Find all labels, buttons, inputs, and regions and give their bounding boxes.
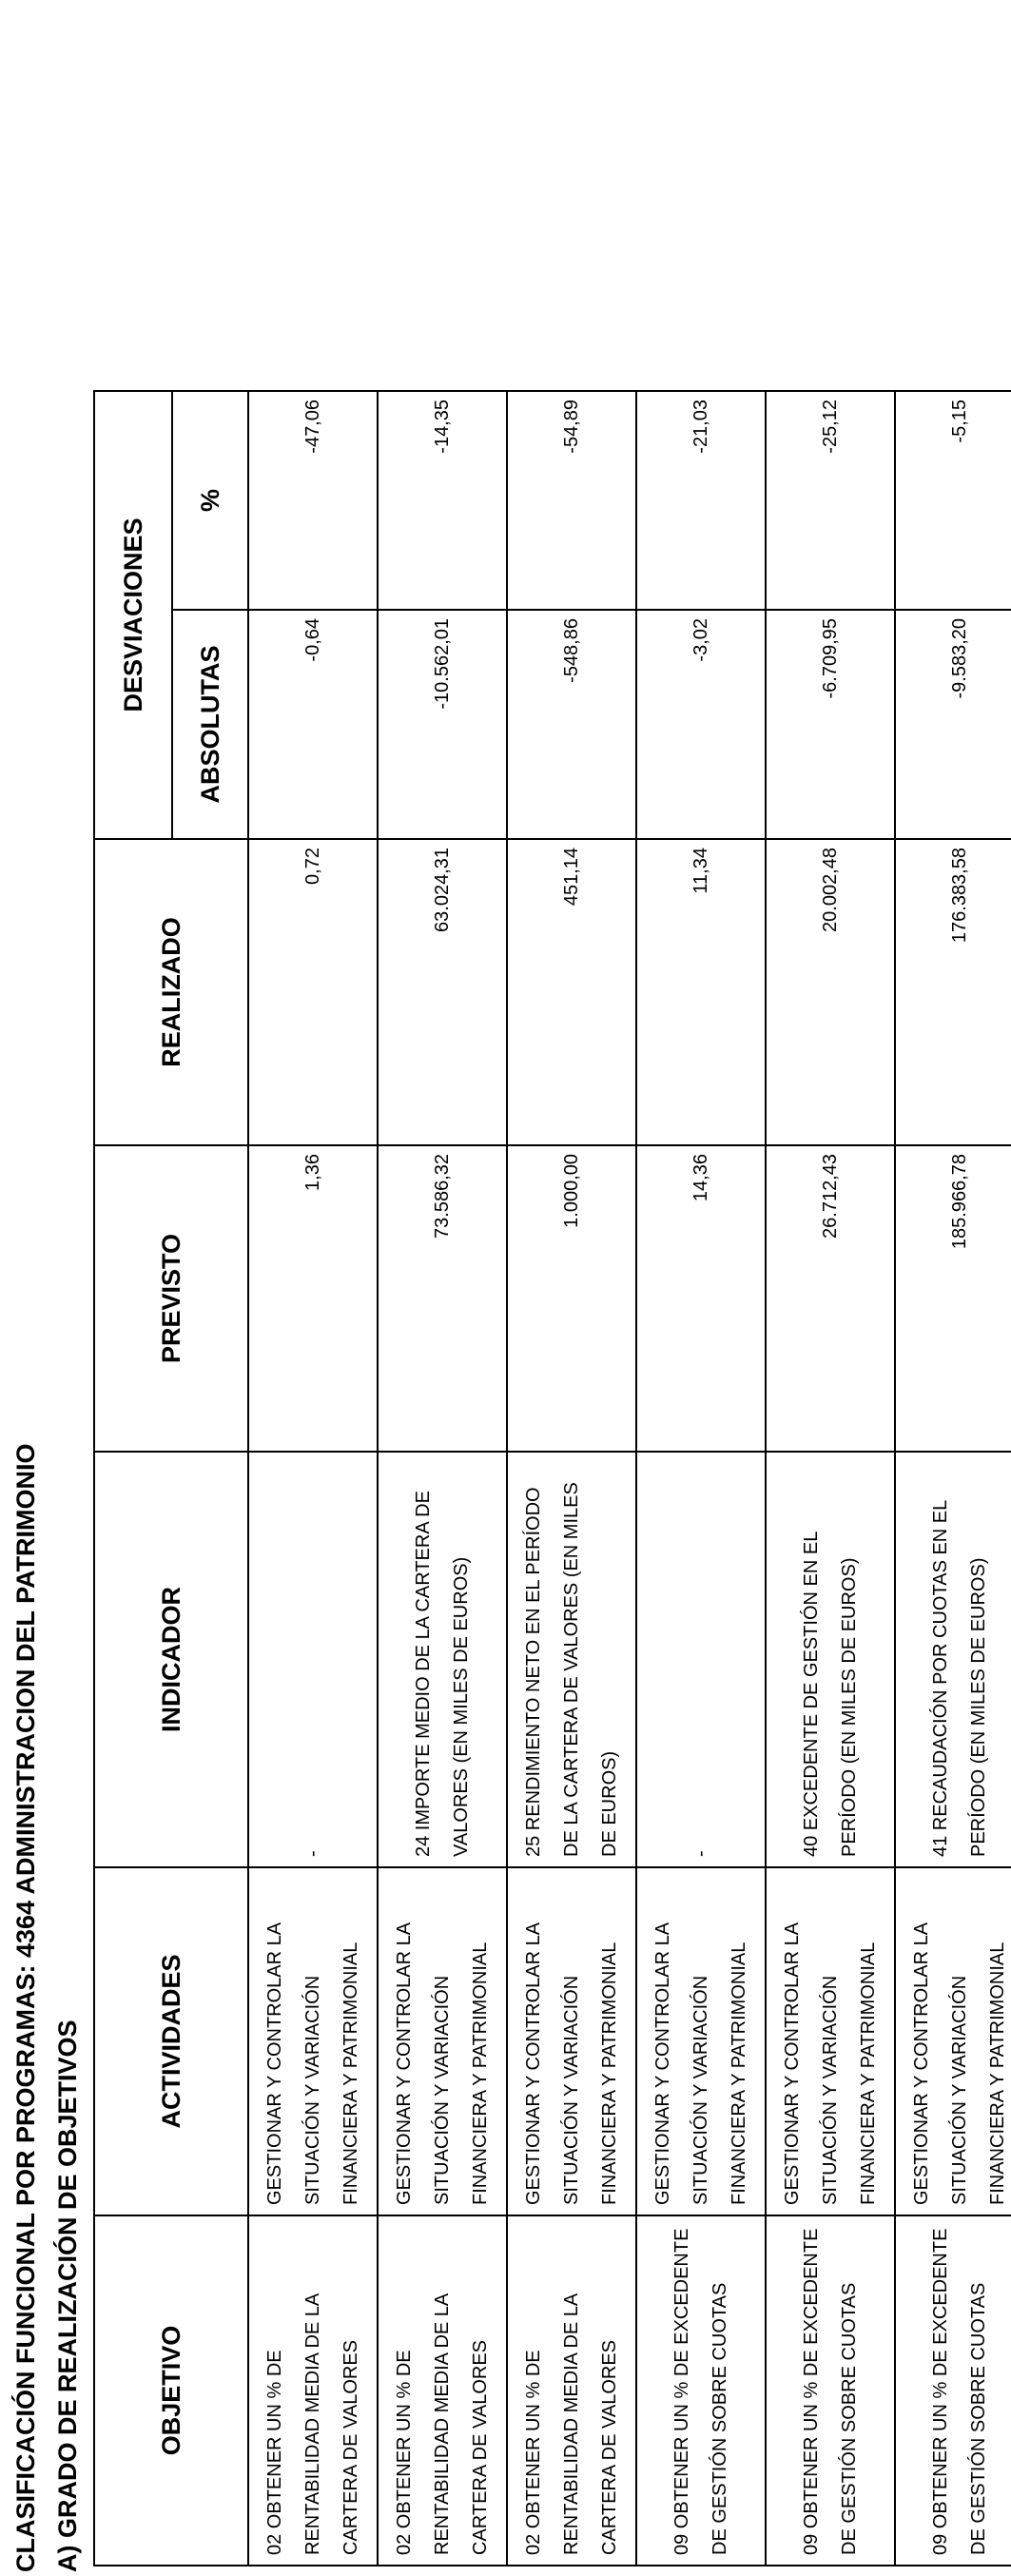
actividades-cell: GESTIONAR Y CONTROLAR LA SITUACIÓN Y VARIACIÓN FINANCIERA Y PATRIMONIAL (895, 1867, 1011, 2215)
previsto-cell: 26.712,43 (766, 1145, 895, 1452)
indicador-cell: - (248, 1452, 378, 1867)
header-absolutas: ABSOLUTAS (172, 610, 248, 839)
objetivo-cell: 02 OBTENER UN % DE RENTABILIDAD MEDIA DE LA CARTERA DE VALORES (248, 2215, 378, 2566)
indicador-cell: 40 EXCEDENTE DE GESTIÓN EN EL PERÍODO (EN MILES DE EUROS) (766, 1452, 895, 1867)
porcentaje-cell: -47,06 (248, 391, 378, 610)
realizado-cell: 20.002,48 (766, 839, 895, 1145)
page-title: CLASIFICACIÓN FUNCIONAL POR PROGRAMAS: 4364 ADMINISTRACION DEL PATRIMONIO (11, 1443, 40, 2572)
table-row (248, 391, 378, 2566)
table-row (507, 391, 636, 2566)
indicador-cell: 41 RECAUDACIÓN POR CUOTAS EN EL PERÍODO (EN MILES DE EUROS) (895, 1452, 1011, 1867)
absolutas-cell: -10.562,01 (378, 610, 507, 839)
indicador-cell: 24 IMPORTE MEDIO DE LA CARTERA DE VALORES (EN MILES DE EUROS) (378, 1452, 507, 1867)
objetivo-cell: 09 OBTENER UN % DE EXCEDENTE DE GESTIÓN SOBRE CUOTAS (636, 2215, 766, 2566)
table-row (895, 391, 1011, 2566)
actividades-cell: GESTIONAR Y CONTROLAR LA SITUACIÓN Y VARIACIÓN FINANCIERA Y PATRIMONIAL (248, 1867, 378, 2215)
table-row (378, 391, 507, 2566)
previsto-cell: 1,36 (248, 1145, 378, 1452)
table-row (636, 391, 766, 2566)
previsto-cell: 1.000,00 (507, 1145, 636, 1452)
porcentaje-cell: -25,12 (766, 391, 895, 610)
absolutas-cell: -3,02 (636, 610, 766, 839)
objetivo-cell: 09 OBTENER UN % DE EXCEDENTE DE GESTIÓN SOBRE CUOTAS (895, 2215, 1011, 2566)
objetivo-cell: 09 OBTENER UN % DE EXCEDENTE DE GESTIÓN SOBRE CUOTAS (766, 2215, 895, 2566)
table-row (766, 391, 895, 2566)
header-indicador: INDICADOR (94, 1452, 248, 1867)
objetivo-cell: 02 OBTENER UN % DE RENTABILIDAD MEDIA DE LA CARTERA DE VALORES (507, 2215, 636, 2566)
indicador-cell: 25 RENDIMIENTO NETO EN EL PERÍODO DE LA CARTERA DE VALORES (EN MILES DE EUROS) (507, 1452, 636, 1867)
porcentaje-cell: -14,35 (378, 391, 507, 610)
porcentaje-cell: -5,15 (895, 391, 1011, 610)
objectives-table (93, 390, 1011, 2566)
absolutas-cell: -548,86 (507, 610, 636, 839)
previsto-cell: 73.586,32 (378, 1145, 507, 1452)
realizado-cell: 63.024,31 (378, 839, 507, 1145)
realizado-cell: 451,14 (507, 839, 636, 1145)
header-desviaciones: DESVIACIONES (94, 391, 172, 839)
section-subtitle: A) GRADO DE REALIZACIÓN DE OBJETIVOS (53, 2020, 82, 2572)
actividades-cell: GESTIONAR Y CONTROLAR LA SITUACIÓN Y VARIACIÓN FINANCIERA Y PATRIMONIAL (636, 1867, 766, 2215)
actividades-cell: GESTIONAR Y CONTROLAR LA SITUACIÓN Y VARIACIÓN FINANCIERA Y PATRIMONIAL (507, 1867, 636, 2215)
header-porcentaje: % (172, 391, 248, 610)
header-objetivo: OBJETIVO (94, 2215, 248, 2566)
realizado-cell: 11,34 (636, 839, 766, 1145)
header-realizado: REALIZADO (94, 839, 248, 1145)
objetivo-cell: 02 OBTENER UN % DE RENTABILIDAD MEDIA DE LA CARTERA DE VALORES (378, 2215, 507, 2566)
porcentaje-cell: -21,03 (636, 391, 766, 610)
porcentaje-cell: -54,89 (507, 391, 636, 610)
absolutas-cell: -9.583,20 (895, 610, 1011, 839)
header-actividades: ACTIVIDADES (94, 1867, 248, 2215)
previsto-cell: 185.966,78 (895, 1145, 1011, 1452)
indicador-cell: - (636, 1452, 766, 1867)
absolutas-cell: -0,64 (248, 610, 378, 839)
actividades-cell: GESTIONAR Y CONTROLAR LA SITUACIÓN Y VARIACIÓN FINANCIERA Y PATRIMONIAL (378, 1867, 507, 2215)
absolutas-cell: -6.709,95 (766, 610, 895, 839)
realizado-cell: 176.383,58 (895, 839, 1011, 1145)
header-previsto: PREVISTO (94, 1145, 248, 1452)
realizado-cell: 0,72 (248, 839, 378, 1145)
previsto-cell: 14,36 (636, 1145, 766, 1452)
actividades-cell: GESTIONAR Y CONTROLAR LA SITUACIÓN Y VARIACIÓN FINANCIERA Y PATRIMONIAL (766, 1867, 895, 2215)
